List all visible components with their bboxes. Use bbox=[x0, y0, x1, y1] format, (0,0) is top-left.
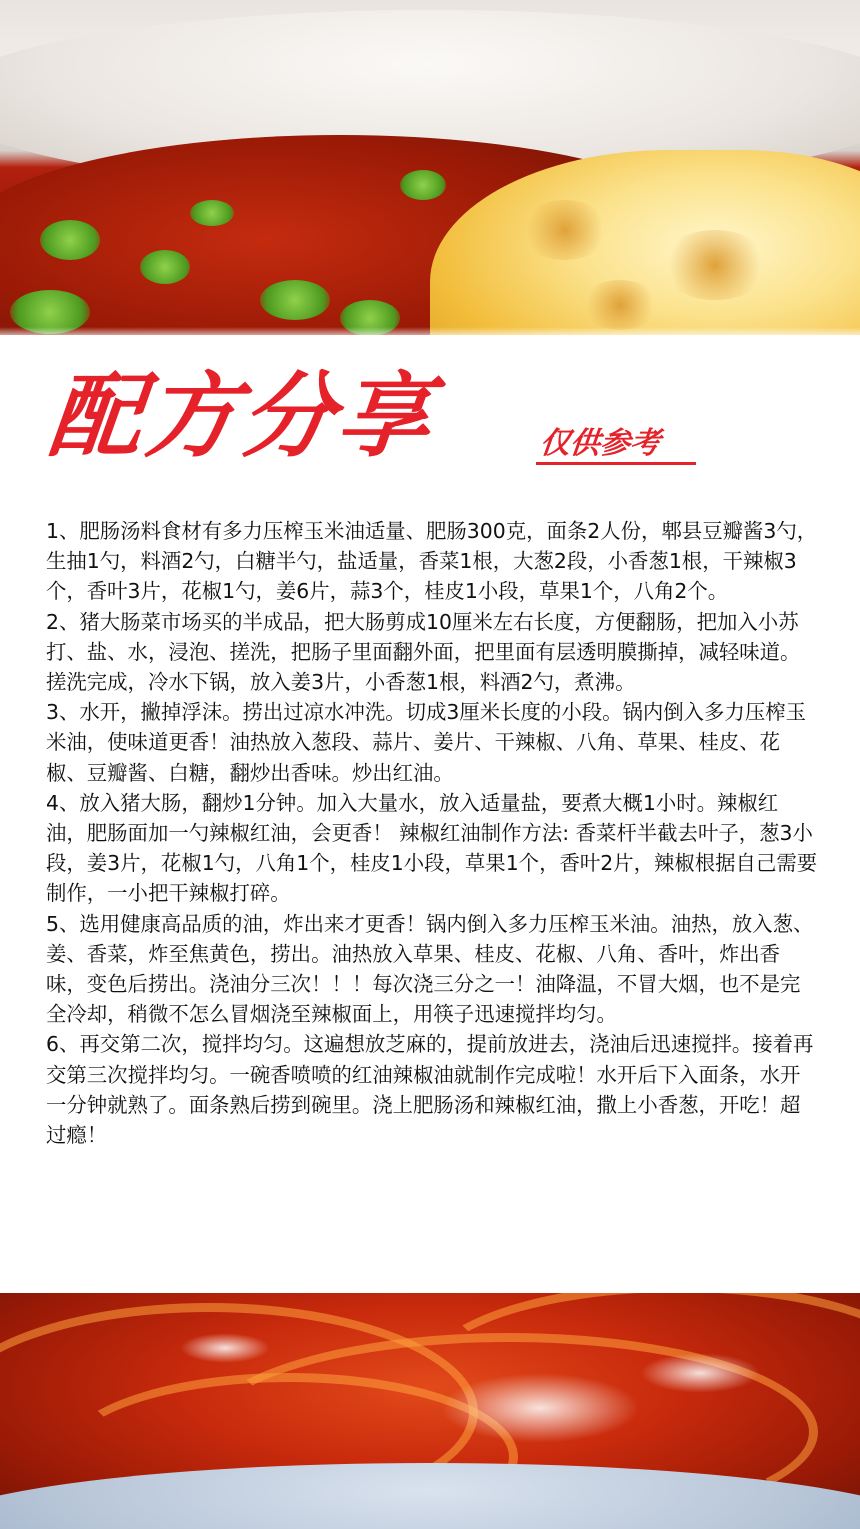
subtitle-underline bbox=[536, 462, 696, 465]
oil-shine bbox=[440, 1373, 640, 1443]
egg-crust bbox=[580, 280, 660, 330]
scallion-garnish bbox=[190, 200, 234, 226]
page-subtitle: 仅供参考 bbox=[538, 426, 662, 461]
recipe-step: 2、猪大肠菜市场买的半成品，把大肠剪成10厘米左右长度，方便翻肠，把加入小苏打、盐、水，浸泡、搓洗，把肠子里面翻外面，把里面有层透明膜撕掉，减轻味道。搓洗完成，冷水下锅，放入姜3片，小香葱1根，料酒2勺，煮沸。 bbox=[46, 609, 801, 695]
recipe-step: 6、再交第二次，搅拌均匀。这遍想放芝麻的，提前放进去，浇油后迅速搅拌。接着再交第三次搅拌均匀。一碗香喷喷的红油辣椒油就制作完成啦！水开后下入面条，水开一分钟就熟了。面条熟后捞到碗里。浇上肥肠汤和辣椒红油，撒上小香葱，开吃！超过瘾！ bbox=[46, 1032, 814, 1148]
recipe-step: 4、放入猪大肠，翻炒1分钟。加入大量水，放入适量盐，要煮大概1小时。辣椒红油，肥肠面加一勺辣椒红油，会更香！ 辣椒红油制作方法: 香菜杆半截去叶子，葱3小段，姜3片，花椒1勺，八角1个，桂皮1小段，草果1个，香叶2片，辣椒根据自己需要制作，一小把干辣椒打碎。 bbox=[46, 790, 818, 906]
egg-crust bbox=[660, 230, 770, 300]
page-title: 配方分享 bbox=[44, 363, 440, 470]
recipe-step: 5、选用健康高品质的油，炸出来才更香！锅内倒入多力压榨玉米油。油热，放入葱、姜、香菜，炸至焦黄色，捞出。油热放入草果、桂皮、花椒、八角、香叶，炸出香味，变色后捞出。浇油分三次！！！每次浇三分之一！油降温，不冒大烟，也不是完全冷却，稍微不怎么冒烟浇至辣椒面上，用筷子迅速搅拌均匀。 bbox=[46, 911, 814, 1027]
scallion-garnish bbox=[260, 280, 330, 320]
recipe-step: 1、肥肠汤料食材有多力压榨玉米油适量、肥肠300克，面条2人份，郫县豆瓣酱3勺，生抽1勺，料酒2勺，白糖半勺，盐适量，香菜1根，大葱2段，小香葱1根，干辣椒3个，香叶3片，花椒1勺，姜6片，蒜3个，桂皮1小段，草果1个，八角2个。 bbox=[46, 519, 818, 604]
top-food-photo bbox=[0, 0, 860, 335]
recipe-content bbox=[46, 516, 818, 1150]
bottom-noodle-photo bbox=[0, 1293, 860, 1529]
scallion-garnish bbox=[400, 170, 446, 200]
oil-shine bbox=[180, 1333, 270, 1363]
scallion-garnish bbox=[140, 250, 190, 284]
recipe-step: 3、水开，撇掉浮沫。捞出过凉水冲洗。切成3厘米长度的小段。锅内倒入多力压榨玉米油，使味道更香！油热放入葱段、蒜片、姜片、干辣椒、八角、草果、桂皮、花椒、豆瓣酱、白糖，翻炒出香味。炒出红油。 bbox=[46, 700, 807, 785]
egg-crust bbox=[520, 200, 610, 260]
scallion-garnish bbox=[40, 220, 100, 260]
photo-fade bbox=[0, 327, 860, 335]
oil-shine bbox=[640, 1353, 760, 1393]
